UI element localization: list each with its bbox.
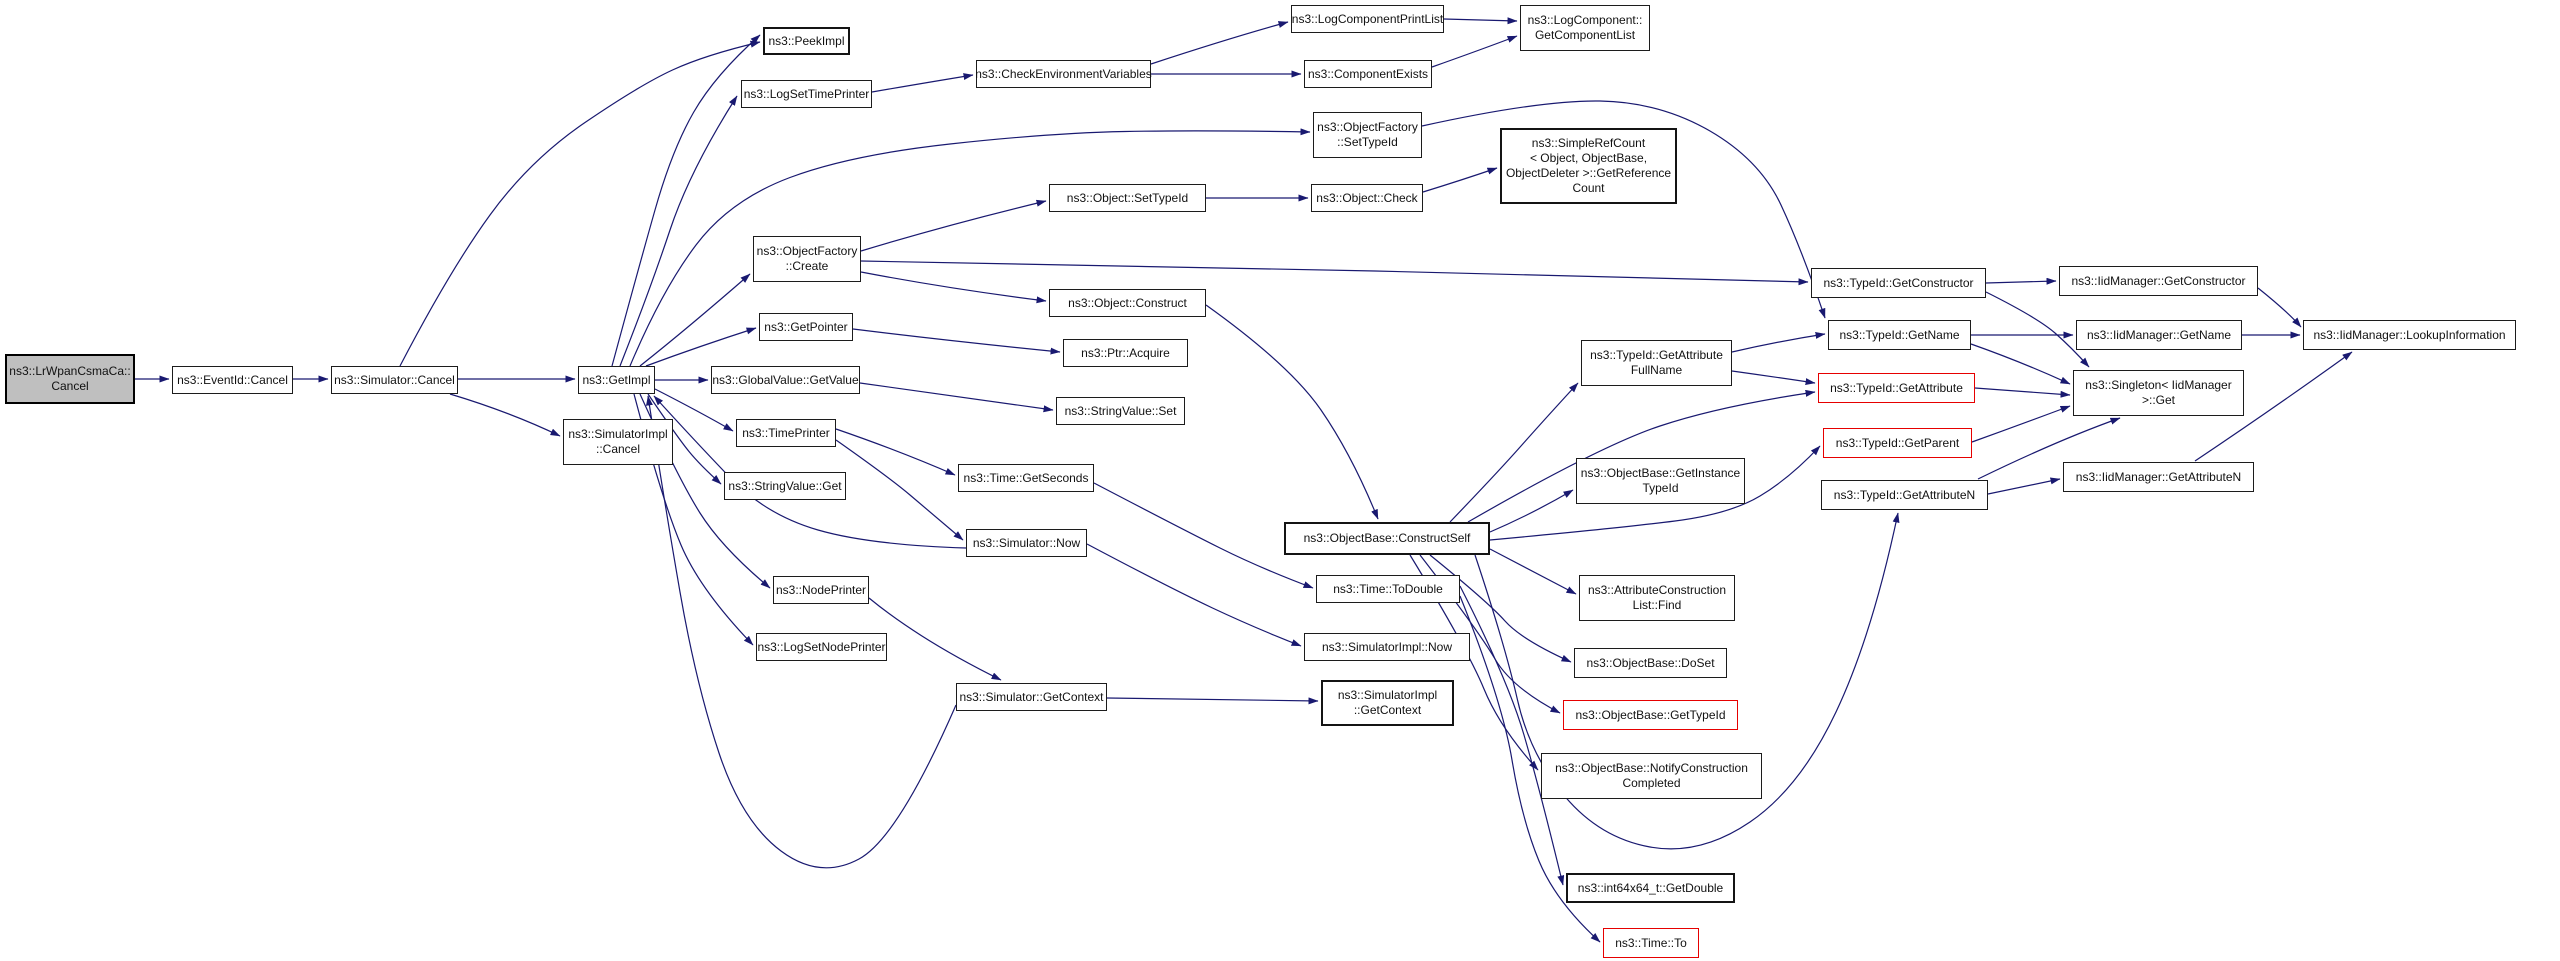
graph-node-objectbase-constructself[interactable]: ns3::ObjectBase::ConstructSelf: [1284, 522, 1490, 555]
graph-node-stringvalue-set[interactable]: ns3::StringValue::Set: [1056, 397, 1185, 425]
edge-objectbase-constructself-to-typeid-getattributefullname: [1450, 383, 1578, 522]
graph-node-simulator-cancel[interactable]: ns3::Simulator::Cancel: [331, 366, 458, 394]
graph-node-object-construct[interactable]: ns3::Object::Construct: [1049, 289, 1206, 317]
graph-node-time-todouble[interactable]: ns3::Time::ToDouble: [1316, 575, 1460, 603]
edge-typeid-getparent-to-singleton-iidmanager-get: [1972, 406, 2070, 442]
edge-typeid-getattributen-to-iidmanager-getattributen: [1988, 479, 2060, 494]
edge-objectbase-constructself-to-objectbase-getinstancetypeid: [1490, 490, 1573, 532]
edge-getpointer-to-ptr-acquire: [853, 329, 1060, 352]
graph-node-ptr-acquire[interactable]: ns3::Ptr::Acquire: [1063, 339, 1188, 367]
graph-node-nodeprinter[interactable]: ns3::NodePrinter: [773, 576, 869, 604]
edge-globalvalue-getvalue-to-stringvalue-set: [860, 383, 1053, 410]
graph-node-logsettimeprinter[interactable]: ns3::LogSetTimePrinter: [741, 80, 872, 108]
edge-getimpl-to-getpointer: [646, 328, 756, 366]
graph-node-logsetnodeprinter[interactable]: ns3::LogSetNodePrinter: [756, 633, 887, 661]
graph-node-int64x64-getdouble[interactable]: ns3::int64x64_t::GetDouble: [1566, 873, 1735, 903]
edge-simulator-cancel-to-simulatorimpl-cancel: [450, 394, 560, 436]
graph-node-stringvalue-get[interactable]: ns3::StringValue::Get: [724, 472, 846, 500]
graph-node-checkenvironmentvariables[interactable]: ns3::CheckEnvironmentVariables: [976, 60, 1151, 88]
graph-node-simulator-getcontext[interactable]: ns3::Simulator::GetContext: [956, 683, 1107, 711]
graph-node-simulatorimpl-cancel[interactable]: ns3::SimulatorImpl ::Cancel: [563, 419, 673, 465]
edge-getimpl-to-objectfactory-create: [640, 274, 750, 366]
graph-node-getimpl[interactable]: ns3::GetImpl: [578, 366, 655, 394]
graph-node-iidmanager-getattributen[interactable]: ns3::IidManager::GetAttributeN: [2063, 462, 2254, 492]
edge-nodeprinter-to-simulator-getcontext: [869, 598, 1001, 680]
graph-node-typeid-getattributefullname[interactable]: ns3::TypeId::GetAttribute FullName: [1581, 340, 1732, 386]
edge-componentexists-to-logcomponent-getcomponentlist: [1432, 36, 1517, 67]
graph-node-iidmanager-getconstructor[interactable]: ns3::IidManager::GetConstructor: [2059, 266, 2258, 296]
graph-node-timeprinter[interactable]: ns3::TimePrinter: [736, 419, 836, 447]
graph-node-simulatorimpl-now[interactable]: ns3::SimulatorImpl::Now: [1304, 633, 1470, 661]
graph-node-globalvalue-getvalue[interactable]: ns3::GlobalValue::GetValue: [711, 366, 860, 394]
edge-objectfactory-create-to-object-construct: [861, 272, 1046, 301]
graph-node-singleton-iidmanager-get[interactable]: ns3::Singleton< IidManager >::Get: [2073, 370, 2244, 416]
graph-node-typeid-getattribute[interactable]: ns3::TypeId::GetAttribute: [1818, 373, 1975, 403]
graph-node-componentexists[interactable]: ns3::ComponentExists: [1304, 60, 1432, 88]
graph-node-objectbase-doset[interactable]: ns3::ObjectBase::DoSet: [1574, 648, 1727, 678]
graph-node-simulator-now[interactable]: ns3::Simulator::Now: [966, 529, 1087, 557]
graph-node-objectbase-gettypeid[interactable]: ns3::ObjectBase::GetTypeId: [1563, 700, 1738, 730]
edge-simulator-getcontext-to-getimpl: [648, 396, 956, 868]
edge-typeid-getattribute-to-singleton-iidmanager-get: [1975, 388, 2070, 395]
graph-node-logcomponentprintlist[interactable]: ns3::LogComponentPrintList: [1291, 5, 1444, 33]
edge-getimpl-to-objectfactory-settypeid: [630, 131, 1310, 366]
graph-node-objectbase-getinstancetypeid[interactable]: ns3::ObjectBase::GetInstance TypeId: [1576, 458, 1745, 504]
graph-node-lrwpancsmaca-cancel[interactable]: ns3::LrWpanCsmaCa:: Cancel: [5, 354, 135, 404]
graph-node-attributeconstructionlist-find[interactable]: ns3::AttributeConstruction List::Find: [1579, 575, 1735, 621]
graph-node-typeid-getname[interactable]: ns3::TypeId::GetName: [1828, 320, 1971, 350]
graph-node-getpointer[interactable]: ns3::GetPointer: [759, 313, 853, 341]
edge-typeid-getattributefullname-to-typeid-getname: [1732, 334, 1825, 352]
graph-node-typeid-getconstructor[interactable]: ns3::TypeId::GetConstructor: [1811, 268, 1986, 298]
graph-node-peekimpl[interactable]: ns3::PeekImpl: [763, 27, 850, 55]
graph-node-iidmanager-lookupinformation[interactable]: ns3::IidManager::LookupInformation: [2303, 320, 2516, 350]
edge-simulator-cancel-to-peekimpl: [400, 42, 760, 366]
graph-node-typeid-getattributen[interactable]: ns3::TypeId::GetAttributeN: [1821, 480, 1988, 510]
graph-node-objectfactory-create[interactable]: ns3::ObjectFactory ::Create: [753, 236, 861, 282]
edge-time-todouble-to-int64x64-getdouble: [1460, 586, 1563, 885]
graph-node-object-check[interactable]: ns3::Object::Check: [1311, 184, 1423, 212]
graph-node-time-getseconds[interactable]: ns3::Time::GetSeconds: [958, 464, 1094, 492]
edge-object-construct-to-objectbase-constructself: [1206, 305, 1378, 519]
graph-node-iidmanager-getname[interactable]: ns3::IidManager::GetName: [2076, 320, 2242, 350]
edge-simulator-getcontext-to-simulatorimpl-getcontext: [1107, 698, 1318, 701]
graph-node-time-to[interactable]: ns3::Time::To: [1603, 928, 1699, 958]
edge-objectfactory-create-to-object-settypeid: [861, 201, 1046, 251]
edge-objectbase-constructself-to-attributeconstructionlist-find: [1490, 549, 1576, 594]
graph-node-eventid-cancel[interactable]: ns3::EventId::Cancel: [172, 366, 293, 394]
graph-node-typeid-getparent[interactable]: ns3::TypeId::GetParent: [1823, 428, 1972, 458]
edge-logsettimeprinter-to-checkenvironmentvariables: [872, 75, 973, 92]
graph-node-object-settypeid[interactable]: ns3::Object::SetTypeId: [1049, 184, 1206, 212]
edge-simulator-now-to-simulatorimpl-now: [1087, 544, 1301, 646]
edge-timeprinter-to-simulator-now: [836, 440, 963, 540]
graph-node-objectfactory-settypeid[interactable]: ns3::ObjectFactory ::SetTypeId: [1313, 112, 1422, 158]
edge-typeid-getattributefullname-to-typeid-getattribute: [1732, 371, 1815, 383]
edge-object-check-to-simplerefcount-getreferencecount: [1423, 168, 1497, 192]
edge-checkenvironmentvariables-to-logcomponentprintlist: [1151, 22, 1288, 64]
edge-getimpl-to-peekimpl: [612, 35, 760, 366]
edge-getimpl-to-logsettimeprinter: [620, 96, 737, 366]
edge-typeid-getconstructor-to-iidmanager-getconstructor: [1986, 281, 2056, 283]
graph-node-simulatorimpl-getcontext[interactable]: ns3::SimulatorImpl ::GetContext: [1321, 680, 1454, 726]
edge-iidmanager-getconstructor-to-iidmanager-lookupinformation: [2258, 288, 2301, 327]
graph-node-logcomponent-getcomponentlist[interactable]: ns3::LogComponent:: GetComponentList: [1520, 5, 1650, 51]
edge-logcomponentprintlist-to-logcomponent-getcomponentlist: [1444, 19, 1517, 21]
edge-objectfactory-create-to-typeid-getconstructor: [861, 261, 1808, 282]
edge-time-getseconds-to-time-todouble: [1094, 483, 1313, 588]
graph-node-simplerefcount-getreferencecount[interactable]: ns3::SimpleRefCount < Object, ObjectBase, ObjectDeleter >::GetReference Count: [1500, 128, 1677, 204]
graph-node-objectbase-notifyconstructioncompleted[interactable]: ns3::ObjectBase::NotifyConstruction Completed: [1541, 753, 1762, 799]
edge-typeid-getname-to-singleton-iidmanager-get: [1971, 344, 2070, 384]
